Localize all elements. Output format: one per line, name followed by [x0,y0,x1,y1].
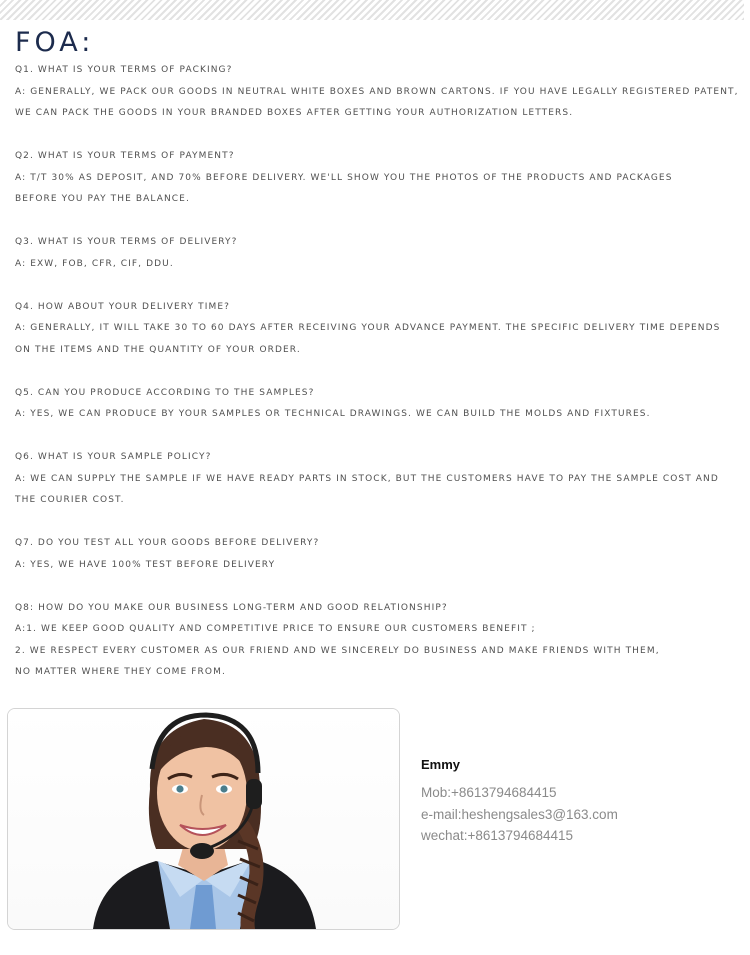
faq-answer-line: A: T/T 30% AS DEPOSIT, AND 70% BEFORE DELIVERY. WE'LL SHOW YOU THE PHOTOS OF THE PRODUCTS AND PACKAGES [15,172,673,183]
faq-question: Q4. HOW ABOUT YOUR DELIVERY TIME? [15,301,230,312]
faq-answer-line: WE CAN PACK THE GOODS IN YOUR BRANDED BOXES AFTER GETTING YOUR AUTHORIZATION LETTERS. [15,108,574,118]
faq-answer-line: A: YES, WE HAVE 100% TEST BEFORE DELIVERY [15,559,276,570]
contact-wechat: wechat:+8613794684415 [421,828,574,843]
faq-question: Q7. DO YOU TEST ALL YOUR GOODS BEFORE DELIVERY? [15,538,320,548]
faq-question: Q5. CAN YOU PRODUCE ACCORDING TO THE SAMPLES? [15,387,315,398]
faq-section [15,60,743,705]
decorative-stripe-border [0,0,744,20]
faq-item-q3 [15,232,743,275]
faq-answer-line: A:1. WE KEEP GOOD QUALITY AND COMPETITIVE PRICE TO ENSURE OUR CUSTOMERS BENEFIT ; [15,624,536,634]
contact-email: e-mail:heshengsales3@163.com [421,806,618,822]
faq-answer-line: A: EXW, FOB, CFR, CIF, DDU. [15,258,174,269]
faq-item-q8 [15,598,743,684]
page-title: FOA: [15,27,95,58]
faq-question: Q6. WHAT IS YOUR SAMPLE POLICY? [15,452,212,462]
faq-answer-line: A: YES, WE CAN PRODUCE BY YOUR SAMPLES OR TECHNICAL DRAWINGS. WE CAN BUILD THE MOLDS AND FIXTURES. [15,409,651,419]
faq-question: Q2. WHAT IS YOUR TERMS OF PAYMENT? [15,151,235,161]
faq-item-q4 [15,297,743,362]
faq-answer-line: A: GENERALLY, IT WILL TAKE 30 TO 60 DAYS AFTER RECEIVING YOUR ADVANCE PAYMENT. THE SPECIFIC DELIVERY TIME DEPENDS [15,323,721,333]
faq-answer-line: A: GENERALLY, WE PACK OUR GOODS IN NEUTRAL WHITE BOXES AND BROWN CARTONS. IF YOU HAVE LEGALLY REGISTERED PATENT, [15,86,739,97]
faq-answer-line: BEFORE YOU PAY THE BALANCE. [15,194,190,204]
contact-name: Emmy [421,757,461,772]
faq-answer-line: 2. WE RESPECT EVERY CUSTOMER AS OUR FRIEND AND WE SINCERELY DO BUSINESS AND MAKE FRIENDS WITH THEM, [15,645,660,656]
faq-question: Q1. WHAT IS YOUR TERMS OF PACKING? [15,65,233,75]
contact-photo-card [7,708,400,930]
faq-answer-line: THE COURIER COST. [15,495,125,505]
contact-info [421,756,618,847]
faq-answer-line: NO MATTER WHERE THEY COME FROM. [15,667,226,677]
contact-mobile: Mob:+8613794684415 [421,785,557,800]
support-agent-portrait [8,709,399,929]
faq-question: Q8: HOW DO YOU MAKE OUR BUSINESS LONG-TERM AND GOOD RELATIONSHIP? [15,602,448,613]
faq-question: Q3. WHAT IS YOUR TERMS OF DELIVERY? [15,237,238,247]
faq-item-q1 [15,60,743,125]
faq-answer-line: A: WE CAN SUPPLY THE SAMPLE IF WE HAVE READY PARTS IN STOCK, BUT THE CUSTOMERS HAVE TO PAY THE SAMPLE COST AND [15,473,719,484]
faq-item-q6 [15,447,743,512]
faq-item-q7 [15,533,743,576]
faq-item-q5 [15,383,743,426]
faq-answer-line: ON THE ITEMS AND THE QUANTITY OF YOUR ORDER. [15,344,301,355]
faq-item-q2 [15,146,743,211]
